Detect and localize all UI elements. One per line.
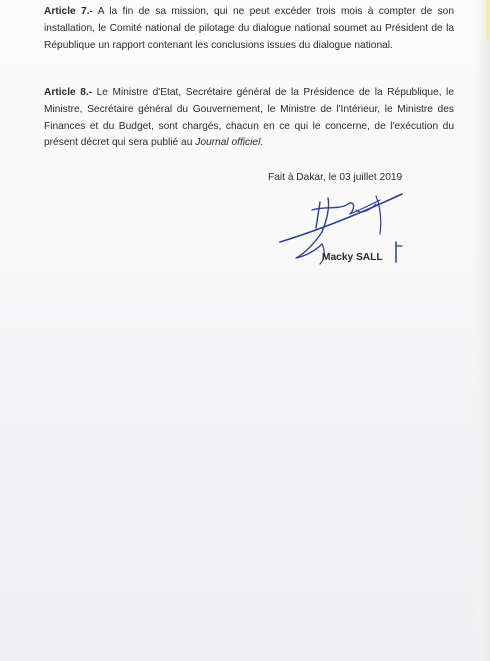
article-7-label: Article 7.- [44,6,93,17]
article-8-paragraph [44,85,454,152]
article-7-text: A la fin de sa mission, qui ne peut excéder trois mois à compter de son installation, le Comité national de pilotage du dialogue national soumet au Président de la République un rapport contenant les conclusions issues du dialogue national. [44,6,454,51]
journal-officiel-text: Journal officiel [195,137,261,149]
article-8-text: Le Ministre d'Etat, Secrétaire général de la Présidence de la République, le Ministre, Secrétaire général du Gouvernement, le Ministre de l'Intérieur, le Ministre des Finances et du Budget, sont chargés, chacun en ce qui le concerne, de l'exécution du présent décret qui sera publié au [44,87,454,149]
article-8-label: Article 8.- [44,87,93,98]
signatory-name: Macky SALL [322,252,383,263]
place-date-line: Fait à Dakar, le 03 juillet 2019 [268,172,403,183]
page-edge-highlight [486,0,490,40]
article-8-end: . [260,137,264,149]
page-edge [472,0,490,661]
article-7-paragraph [44,4,454,54]
